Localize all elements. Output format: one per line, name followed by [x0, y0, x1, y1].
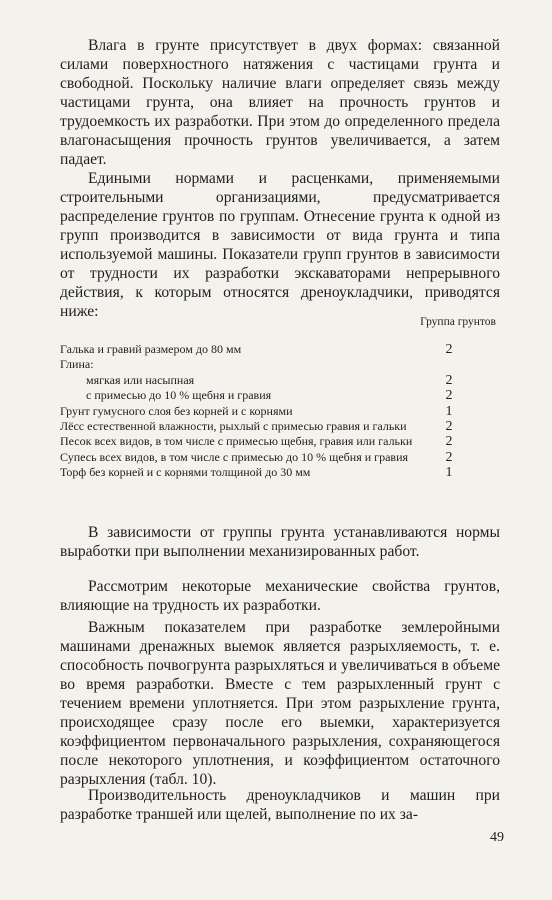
- paragraph-moisture: Влага в грунте присутствует в двух формах: связанной силами поверхностного натяжения с частицами грунта и свободной. Поскольку наличие влаги определяет связь между частицами грунта, она влияет на прочность грунтов и трудоемкость их разработки. При этом до определенного предела влагонасыщения прочность грунтов увеличивается, а затем падает.: [60, 37, 500, 168]
- table-header: [60, 316, 500, 328]
- paragraph-productivity: Производительность дреноукладчиков и машин при разработке траншей или щелей, выполнение по их за-: [60, 787, 500, 823]
- soil-group-table: [60, 342, 500, 481]
- table-row: [60, 465, 500, 480]
- table-header-label: Группа грунтов: [420, 316, 496, 328]
- table-row-name: Глина:: [60, 357, 94, 372]
- table-row-name: Торф без корней и с корнями толщиной до 30 мм: [60, 465, 311, 480]
- table-row: [60, 450, 500, 465]
- table-row-name: Супесь всех видов, в том числе с примесью до 10 % щебня и гравия: [60, 449, 409, 464]
- table-row-group: 2: [445, 434, 453, 450]
- table-row-name: Лёсс естественной влажности, рыхлый с примесью гравия и гальки: [60, 419, 407, 434]
- table-row-group: 2: [445, 419, 453, 435]
- table-row: [60, 373, 500, 388]
- table-row-group: 2: [445, 372, 453, 388]
- paragraph-output-norms: В зависимости от группы грунта устанавливаются нормы выработки при выполнении механизированных работ.: [60, 524, 500, 560]
- table-row-group: 2: [445, 342, 453, 357]
- table-row-group: 2: [445, 388, 453, 404]
- paragraph-mechanical-properties: Рассмотрим некоторые механические свойства грунтов, влияющие на трудность их разработки.: [60, 578, 500, 614]
- table-row: [60, 388, 500, 403]
- table-row-name: Песок всех видов, в том числе с примесью щебня, гравия или гальки: [60, 434, 413, 449]
- paragraph-loosening: Важным показателем при разработке землеройными машинами дренажных выемок является разрыхляемость, т. е. способность почвогрунта разрыхляться и увеличиваться в объеме во время разработки. Вместе с тем разрыхленный грунт с течением времени уплотняется. При этом разрыхление грунта, происходящее сразу после его выемки, характеризуется коэффициентом первоначального разрыхления, сохраняющегося после некоторого уплотнения, и коэффициентом остаточного разрыхления (табл. 10).: [60, 619, 500, 788]
- page-number: 49: [490, 830, 504, 845]
- table-row-group: 2: [445, 449, 453, 465]
- table-row-group: 1: [445, 465, 453, 481]
- table-row: [60, 434, 500, 449]
- table-row-name: Грунт гумусного слоя без корней и с корнями: [60, 403, 293, 418]
- table-row-name: Галька и гравий размером до 80 мм: [60, 342, 242, 356]
- table-row: [60, 357, 500, 372]
- table-row: [60, 404, 500, 419]
- table-row-name: мягкая или насыпная: [86, 372, 195, 387]
- paragraph-soil-groups: Едиными нормами и расценками, применяемыми строительными организациями, предусматривается распределение грунтов по группам. Отнесение грунта к одной из групп производится в зависимости от вида грунта и типа используемой машины. Показатели групп грунтов в зависимости от трудности их разработки экскаваторами непрерывного действия, к которым относятся дреноукладчики, приводятся ниже:: [60, 170, 500, 320]
- table-row-name: с примесью до 10 % щебня и гравия: [86, 388, 272, 403]
- table-row: [60, 419, 500, 434]
- table-row-group: 1: [445, 403, 453, 419]
- table-row: [60, 342, 500, 357]
